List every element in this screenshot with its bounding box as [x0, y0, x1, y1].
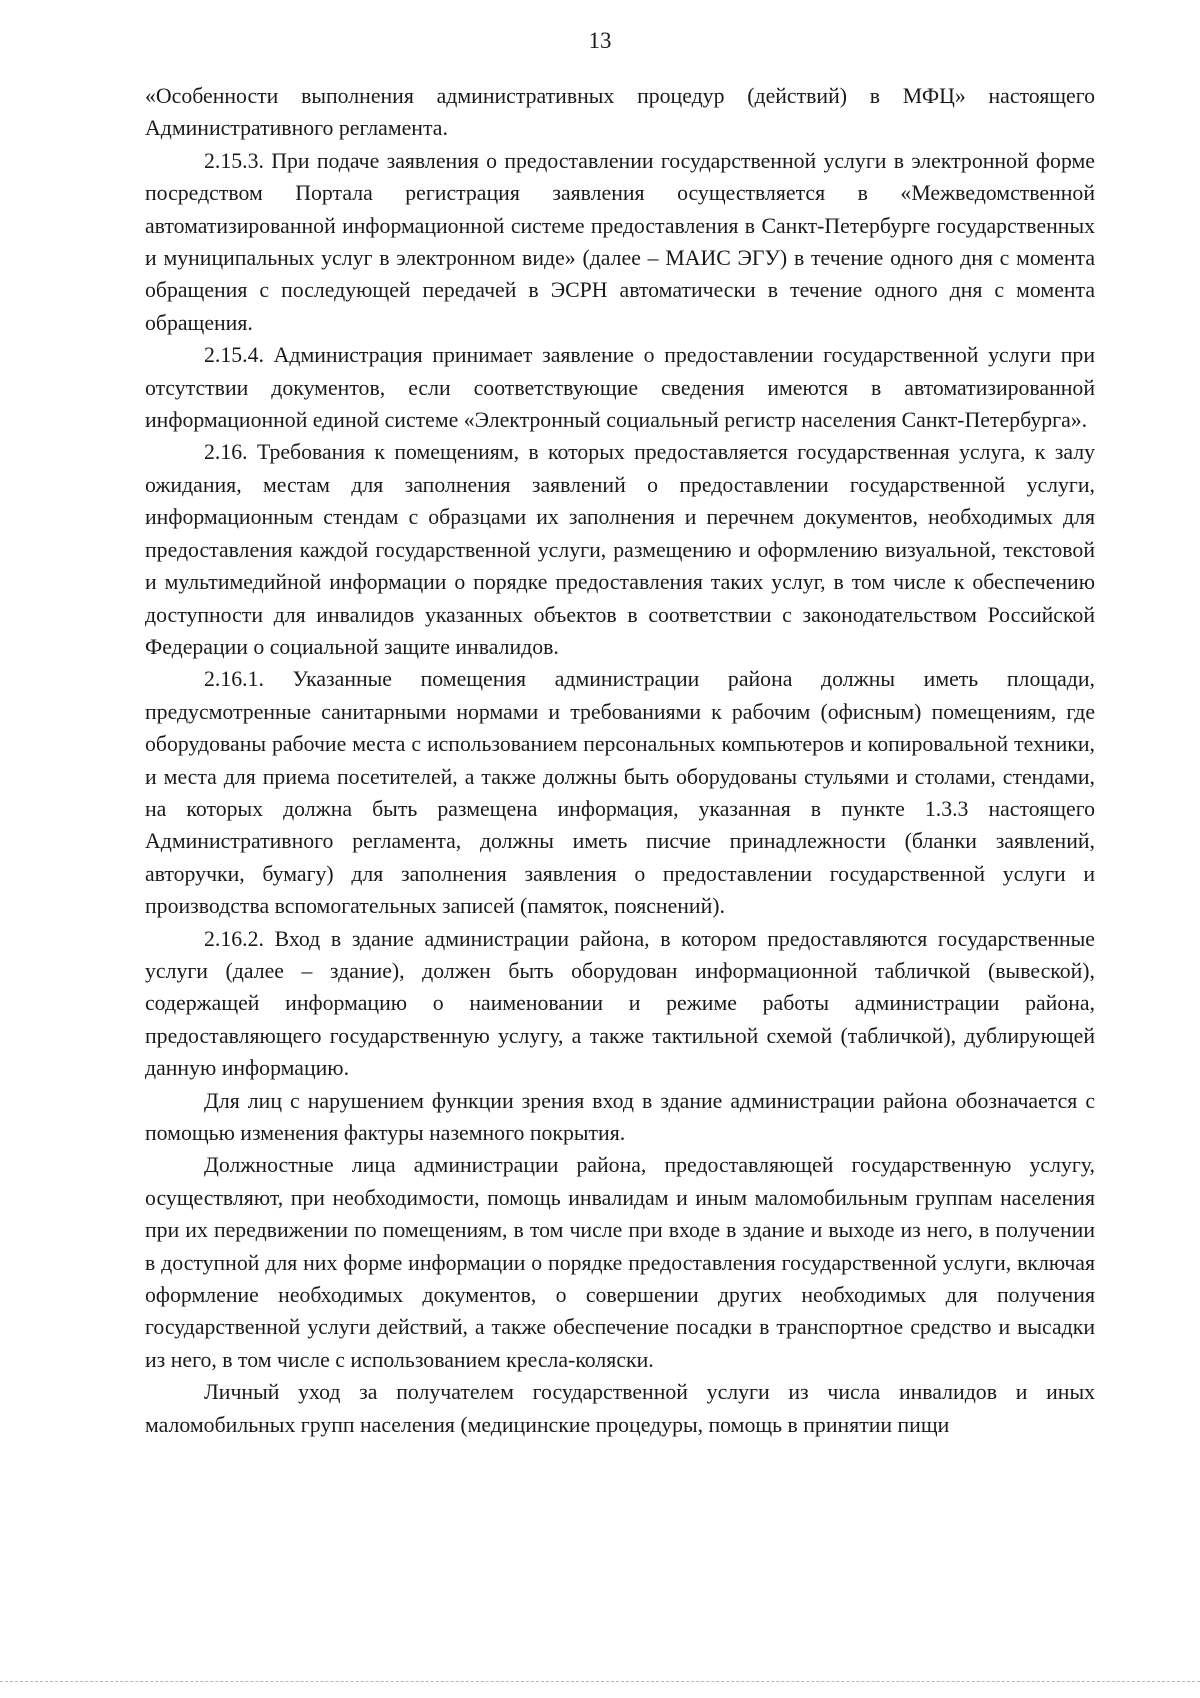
page-number: 13 [588, 28, 612, 53]
paragraph-2-15-3: 2.15.3. При подаче заявления о предоставлении государственной услуги в электронной форме посредством Портала регистрация заявления осуществляется в «Межведомственной автоматизированной информационной системе предоставления в Санкт-Петербурге государственных и муниципальных услуг в электронном виде» (далее – МАИС ЭГУ) в течение одного дня с момента обращения с последующей передачей в ЭСРН автоматически в течение одного дня с момента обращения. [145, 148, 1095, 335]
paragraph-visual-impairment: Для лиц с нарушением функции зрения вход в здание администрации района обозначается с помощью изменения фактуры наземного покрытия. [145, 1088, 1095, 1145]
scan-edge-divider [0, 1681, 1200, 1682]
paragraph-officials-assistance: Должностные лица администрации района, предоставляющей государственную услугу, осуществляют, при необходимости, помощь инвалидам и иным маломобильным группам населения при их передвижении по помещениям, в том числе при входе в здание и выходе из него, в получении в доступной для них форме информации о порядке предоставления государственной услуги, включая оформление необходимых документов, о совершении других необходимых для получения государственной услуги действий, а также обеспечение посадки в транспортное средство и высадки из него, в том числе с использованием кресла-коляски. [145, 1153, 1095, 1372]
paragraph-personal-care: Личный уход за получателем государственной услуги из числа инвалидов и иных маломобильных групп населения (медицинские процедуры, помощь в принятии пищи [145, 1380, 1095, 1437]
document-body [145, 80, 1095, 1441]
paragraph-2-16-1: 2.16.1. Указанные помещения администрации района должны иметь площади, предусмотренные санитарными нормами и требованиями к рабочим (офисным) помещениям, где оборудованы рабочие места с использованием персональных компьютеров и копировальной техники, и места для приема посетителей, а также должны быть оборудованы стульями и столами, стендами, на которых должна быть размещена информация, указанная в пункте 1.3.3 настоящего Административного регламента, должны иметь писчие принадлежности (бланки заявлений, авторучки, бумагу) для заполнения заявления о предоставлении государственной услуги и производства вспомогательных записей (памяток, пояснений). [145, 667, 1095, 919]
paragraph-2-15-4: 2.15.4. Администрация принимает заявление о предоставлении государственной услуги при отсутствии документов, если соответствующие сведения имеются в автоматизированной информационной единой системе «Электронный социальный регистр населения Санкт-Петербурга». [145, 343, 1095, 433]
paragraph-2-16-2: 2.16.2. Вход в здание администрации района, в котором предоставляются государственные услуги (далее – здание), должен быть оборудован информационной табличкой (вывеской), содержащей информацию о наименовании и режиме работы администрации района, предоставляющего государственную услугу, а также тактильной схемой (табличкой), дублирующей данную информацию. [145, 926, 1095, 1081]
paragraph-2-16: 2.16. Требования к помещениям, в которых предоставляется государственная услуга, к залу ожидания, местам для заполнения заявлений о предоставлении государственной услуги, информационным стендам с образцами их заполнения и перечнем документов, необходимых для предоставления каждой государственной услуги, размещению и оформлению визуальной, текстовой и мультимедийной информации о порядке предоставления таких услуг, в том числе к обеспечению доступности для инвалидов указанных объектов в соответствии с законодательством Российской Федерации о социальной защите инвалидов. [145, 440, 1095, 659]
paragraph-mfc-continuation: «Особенности выполнения административных процедур (действий) в МФЦ» настоящего Административного регламента. [145, 84, 1095, 141]
